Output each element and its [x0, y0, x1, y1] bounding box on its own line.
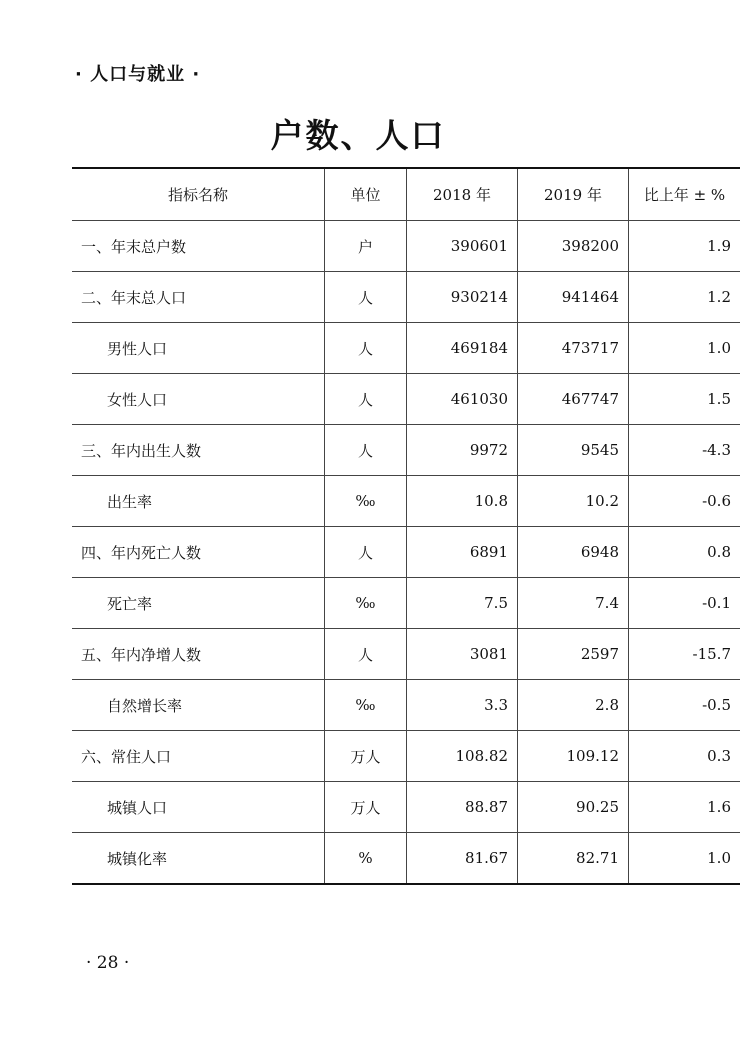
row-name: 女性人口: [72, 374, 325, 425]
row-unit: ‰: [325, 476, 407, 527]
table-row: [72, 374, 740, 425]
row-2019: 109.12: [518, 731, 629, 782]
table-row: [72, 578, 740, 629]
table-row: [72, 629, 740, 680]
row-name: 出生率: [72, 476, 325, 527]
header-unit: 单位: [325, 168, 407, 221]
table-row: [72, 323, 740, 374]
section-header: · 人口与就业 ·: [75, 64, 201, 85]
table-row: [72, 272, 740, 323]
row-2019: 941464: [518, 272, 629, 323]
row-name: 五、年内净增人数: [72, 629, 325, 680]
row-2018: 10.8: [407, 476, 518, 527]
row-unit: 人: [325, 425, 407, 476]
row-2019: 473717: [518, 323, 629, 374]
row-name: 城镇人口: [72, 782, 325, 833]
row-2018: 88.87: [407, 782, 518, 833]
row-2019: 6948: [518, 527, 629, 578]
row-2019: 2.8: [518, 680, 629, 731]
row-change: 1.2: [629, 272, 740, 323]
row-unit: 万人: [325, 782, 407, 833]
row-2018: 3.3: [407, 680, 518, 731]
row-name: 男性人口: [72, 323, 325, 374]
table-row: [72, 731, 740, 782]
row-2019: 7.4: [518, 578, 629, 629]
table-header-row: [72, 168, 740, 221]
row-2019: 82.71: [518, 833, 629, 885]
row-change: -4.3: [629, 425, 740, 476]
row-name: 一、年末总户数: [72, 221, 325, 272]
row-2018: 3081: [407, 629, 518, 680]
row-change: 1.6: [629, 782, 740, 833]
row-change: 0.8: [629, 527, 740, 578]
row-unit: 人: [325, 527, 407, 578]
table-row: [72, 221, 740, 272]
table-row: [72, 782, 740, 833]
row-2019: 9545: [518, 425, 629, 476]
table-row: [72, 833, 740, 885]
row-2018: 9972: [407, 425, 518, 476]
row-2018: 6891: [407, 527, 518, 578]
page-number: · 28 ·: [86, 953, 130, 973]
table-row: [72, 680, 740, 731]
row-change: 0.3: [629, 731, 740, 782]
row-name: 三、年内出生人数: [72, 425, 325, 476]
row-change: -0.1: [629, 578, 740, 629]
row-2018: 108.82: [407, 731, 518, 782]
row-2019: 10.2: [518, 476, 629, 527]
row-unit: ‰: [325, 578, 407, 629]
row-2019: 90.25: [518, 782, 629, 833]
row-change: -0.5: [629, 680, 740, 731]
row-2019: 467747: [518, 374, 629, 425]
row-change: 1.9: [629, 221, 740, 272]
header-2019: 2019 年: [518, 168, 629, 221]
table-row: [72, 527, 740, 578]
row-2018: 469184: [407, 323, 518, 374]
row-unit: 人: [325, 272, 407, 323]
row-2018: 7.5: [407, 578, 518, 629]
row-2019: 398200: [518, 221, 629, 272]
table-row: [72, 476, 740, 527]
header-indicator-name: 指标名称: [72, 168, 325, 221]
row-2018: 81.67: [407, 833, 518, 885]
row-change: 1.0: [707, 849, 731, 867]
row-change: 1.0: [629, 323, 740, 374]
header-change: 比上年 ± %: [629, 168, 740, 221]
row-name: 四、年内死亡人数: [72, 527, 325, 578]
row-unit: ‰: [325, 680, 407, 731]
row-unit: 户: [325, 221, 407, 272]
row-unit: %: [325, 833, 407, 885]
page-title: 户数、人口: [270, 116, 446, 155]
row-2018: 390601: [407, 221, 518, 272]
row-name: 六、常住人口: [72, 731, 325, 782]
population-table: [72, 167, 740, 885]
row-unit: 人: [325, 323, 407, 374]
row-unit: 人: [325, 374, 407, 425]
table-row: [72, 425, 740, 476]
row-unit: 万人: [325, 731, 407, 782]
row-name: 城镇化率: [107, 849, 168, 868]
row-2018: 461030: [407, 374, 518, 425]
row-change: -0.6: [629, 476, 740, 527]
row-unit: 人: [325, 629, 407, 680]
row-name: 死亡率: [72, 578, 325, 629]
row-2019: 2597: [518, 629, 629, 680]
row-2018: 930214: [407, 272, 518, 323]
row-name: 自然增长率: [72, 680, 325, 731]
header-2018: 2018 年: [407, 168, 518, 221]
row-change: 1.5: [629, 374, 740, 425]
row-name: 二、年末总人口: [72, 272, 325, 323]
row-change: -15.7: [629, 629, 740, 680]
